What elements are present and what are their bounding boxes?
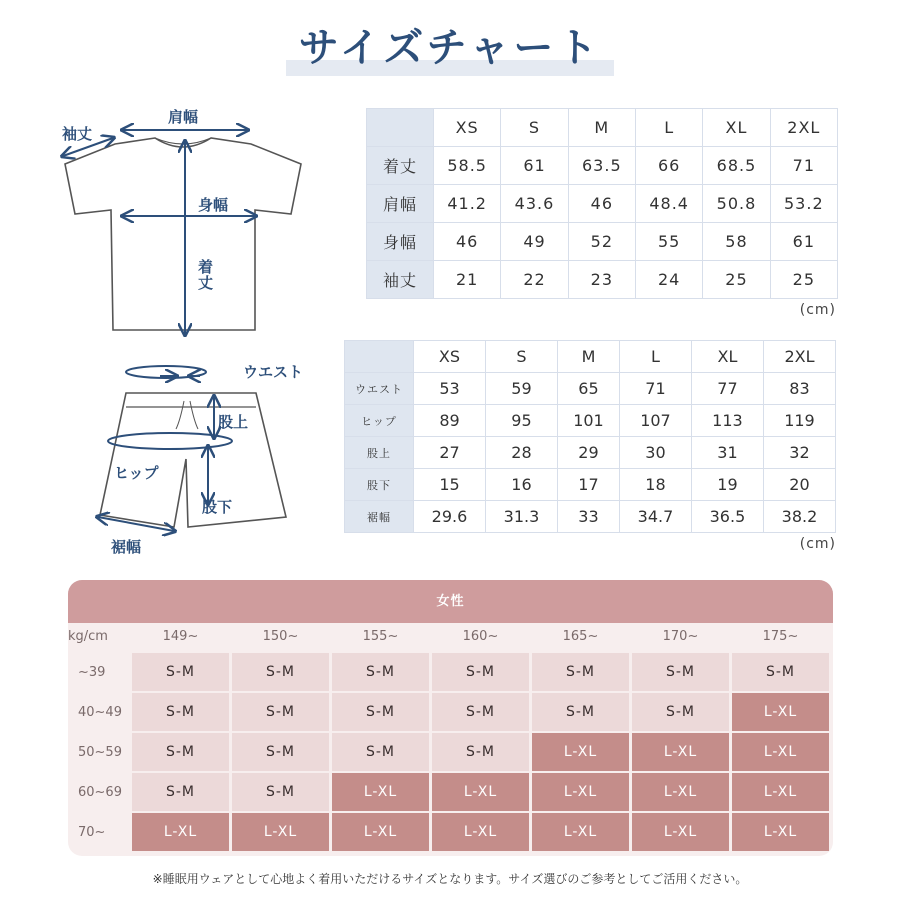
height-header: 160~ [462, 629, 499, 644]
table-cell: 46 [568, 185, 635, 223]
row-label: 股上 [345, 437, 414, 469]
table-cell: 27 [414, 437, 486, 469]
size-recommendation-cell: L-XL [732, 733, 829, 771]
height-header: 175~ [762, 629, 799, 644]
table-row [345, 437, 836, 469]
size-header: XL [703, 109, 770, 147]
table-row [345, 501, 836, 533]
weight-label: 40~49 [78, 705, 122, 720]
table-cell: 61 [770, 223, 837, 261]
row-label: 裾幅 [345, 501, 414, 533]
table-row [367, 261, 838, 299]
size-recommendation-cell: S-M [232, 733, 329, 771]
row-label: 着丈 [367, 147, 434, 185]
table-cell: 61 [501, 147, 568, 185]
table-cell: 21 [434, 261, 501, 299]
unit-label: (cm) [799, 302, 836, 318]
size-header: S [501, 109, 568, 147]
waist-label: ウエスト [243, 363, 304, 381]
table-cell: 15 [414, 469, 486, 501]
size-recommendation-cell: S-M [332, 693, 429, 731]
table-row [345, 373, 836, 405]
table-cell: 65 [557, 373, 619, 405]
size-recommendation-cell: S-M [532, 653, 629, 691]
top-table-corner [367, 109, 434, 147]
table-cell: 89 [414, 405, 486, 437]
size-recommendation-cell: L-XL [532, 733, 629, 771]
size-recommendation-cell: S-M [232, 773, 329, 811]
table-cell: 71 [619, 373, 691, 405]
size-recommendation-cell: L-XL [432, 773, 529, 811]
table-row [367, 147, 838, 185]
table-cell: 25 [703, 261, 770, 299]
size-recommendation-cell: S-M [132, 773, 229, 811]
table-cell: 49 [501, 223, 568, 261]
shoulder-label: 肩幅 [168, 108, 199, 126]
table-cell: 46 [434, 223, 501, 261]
size-recommendation-cell: S-M [532, 693, 629, 731]
size-recommendation-cell: S-M [132, 733, 229, 771]
women-chart-corner: kg/cm [68, 629, 108, 644]
length-label: 着丈 [198, 258, 214, 292]
table-cell: 50.8 [703, 185, 770, 223]
tshirt-outline [65, 138, 301, 330]
table-cell: 55 [635, 223, 702, 261]
size-recommendation-cell: S-M [632, 653, 729, 691]
page-title: サイズチャート [298, 25, 602, 71]
table-cell: 19 [691, 469, 763, 501]
size-header: XS [414, 341, 486, 373]
table-cell: 41.2 [434, 185, 501, 223]
table-row [345, 405, 836, 437]
table-cell: 53 [414, 373, 486, 405]
row-label: 肩幅 [367, 185, 434, 223]
table-cell: 31.3 [485, 501, 557, 533]
table-row [345, 469, 836, 501]
table-cell: 107 [619, 405, 691, 437]
rise-label: 股上 [218, 413, 249, 431]
size-recommendation-cell: L-XL [632, 813, 729, 851]
table-cell: 52 [568, 223, 635, 261]
table-cell: 33 [557, 501, 619, 533]
size-recommendation-cell: S-M [132, 653, 229, 691]
size-recommendation-cell: S-M [432, 733, 529, 771]
bottom-table-header-row [345, 341, 836, 373]
size-header: M [557, 341, 619, 373]
table-cell: 101 [557, 405, 619, 437]
size-recommendation-cell: S-M [732, 653, 829, 691]
table-cell: 43.6 [501, 185, 568, 223]
size-recommendation-cell: S-M [232, 653, 329, 691]
table-cell: 71 [770, 147, 837, 185]
size-header: XS [434, 109, 501, 147]
table-cell: 66 [635, 147, 702, 185]
size-recommendation-cell: S-M [332, 733, 429, 771]
table-cell: 29 [557, 437, 619, 469]
hem-label: 裾幅 [111, 538, 142, 556]
size-header: 2XL [770, 109, 837, 147]
size-header: XL [691, 341, 763, 373]
table-cell: 95 [485, 405, 557, 437]
table-cell: 58 [703, 223, 770, 261]
table-cell: 83 [763, 373, 835, 405]
table-row [367, 223, 838, 261]
table-cell: 24 [635, 261, 702, 299]
size-recommendation-cell: S-M [432, 693, 529, 731]
table-cell: 34.7 [619, 501, 691, 533]
size-recommendation-cell: L-XL [632, 733, 729, 771]
size-recommendation-cell: L-XL [732, 813, 829, 851]
size-recommendation-cell: L-XL [532, 813, 629, 851]
size-recommendation-cell: L-XL [732, 693, 829, 731]
size-recommendation-cell: L-XL [632, 773, 729, 811]
footnote: ※睡眠用ウェアとして心地よく着用いただけるサイズとなります。サイズ選びのご参考としてご活用ください。 [152, 872, 748, 886]
size-recommendation-cell: L-XL [332, 773, 429, 811]
inseam-label: 股下 [202, 498, 233, 516]
table-cell: 77 [691, 373, 763, 405]
table-cell: 22 [501, 261, 568, 299]
height-header: 149~ [162, 629, 199, 644]
size-recommendation-cell: S-M [432, 653, 529, 691]
table-cell: 63.5 [568, 147, 635, 185]
women-chart-grid [68, 623, 833, 856]
table-cell: 36.5 [691, 501, 763, 533]
table-row [367, 185, 838, 223]
top-size-table [366, 108, 838, 299]
size-recommendation-cell: L-XL [232, 813, 329, 851]
weight-label: 60~69 [78, 785, 122, 800]
chest-label: 身幅 [198, 196, 229, 214]
table-cell: 30 [619, 437, 691, 469]
table-cell: 68.5 [703, 147, 770, 185]
bottom-size-table [344, 340, 836, 533]
height-header: 150~ [262, 629, 299, 644]
row-label: ヒップ [345, 405, 414, 437]
size-recommendation-cell: L-XL [532, 773, 629, 811]
table-cell: 32 [763, 437, 835, 469]
table-cell: 28 [485, 437, 557, 469]
table-cell: 38.2 [763, 501, 835, 533]
row-label: 袖丈 [367, 261, 434, 299]
table-cell: 59 [485, 373, 557, 405]
size-header: L [619, 341, 691, 373]
table-cell: 113 [691, 405, 763, 437]
hip-label: ヒップ [114, 464, 159, 482]
size-header: 2XL [763, 341, 835, 373]
height-header: 155~ [362, 629, 399, 644]
size-header: S [485, 341, 557, 373]
size-recommendation-cell: S-M [132, 693, 229, 731]
row-label: ウエスト [345, 373, 414, 405]
weight-label: 50~59 [78, 745, 122, 760]
top-table-header-row [367, 109, 838, 147]
sleeve-label: 袖丈 [62, 125, 93, 143]
height-header: 170~ [662, 629, 699, 644]
table-cell: 31 [691, 437, 763, 469]
size-recommendation-cell: L-XL [732, 773, 829, 811]
size-header: L [635, 109, 702, 147]
table-cell: 119 [763, 405, 835, 437]
table-cell: 17 [557, 469, 619, 501]
size-recommendation-cell: L-XL [432, 813, 529, 851]
row-label: 身幅 [367, 223, 434, 261]
women-chart-header: 女性 [68, 580, 833, 623]
women-size-chart [68, 580, 833, 856]
size-recommendation-cell: S-M [632, 693, 729, 731]
table-cell: 18 [619, 469, 691, 501]
size-recommendation-cell: S-M [232, 693, 329, 731]
row-label: 股下 [345, 469, 414, 501]
size-header: M [568, 109, 635, 147]
unit-label: (cm) [799, 536, 836, 552]
height-header: 165~ [562, 629, 599, 644]
size-recommendation-cell: L-XL [132, 813, 229, 851]
table-cell: 16 [485, 469, 557, 501]
table-cell: 29.6 [414, 501, 486, 533]
size-recommendation-cell: L-XL [332, 813, 429, 851]
tshirt-diagram [55, 100, 325, 350]
table-cell: 53.2 [770, 185, 837, 223]
weight-label: ~39 [78, 665, 106, 680]
table-cell: 23 [568, 261, 635, 299]
size-recommendation-cell: S-M [332, 653, 429, 691]
table-cell: 48.4 [635, 185, 702, 223]
weight-label: 70~ [78, 825, 106, 840]
table-cell: 58.5 [434, 147, 501, 185]
table-cell: 25 [770, 261, 837, 299]
table-cell: 20 [763, 469, 835, 501]
bottom-table-corner [345, 341, 414, 373]
